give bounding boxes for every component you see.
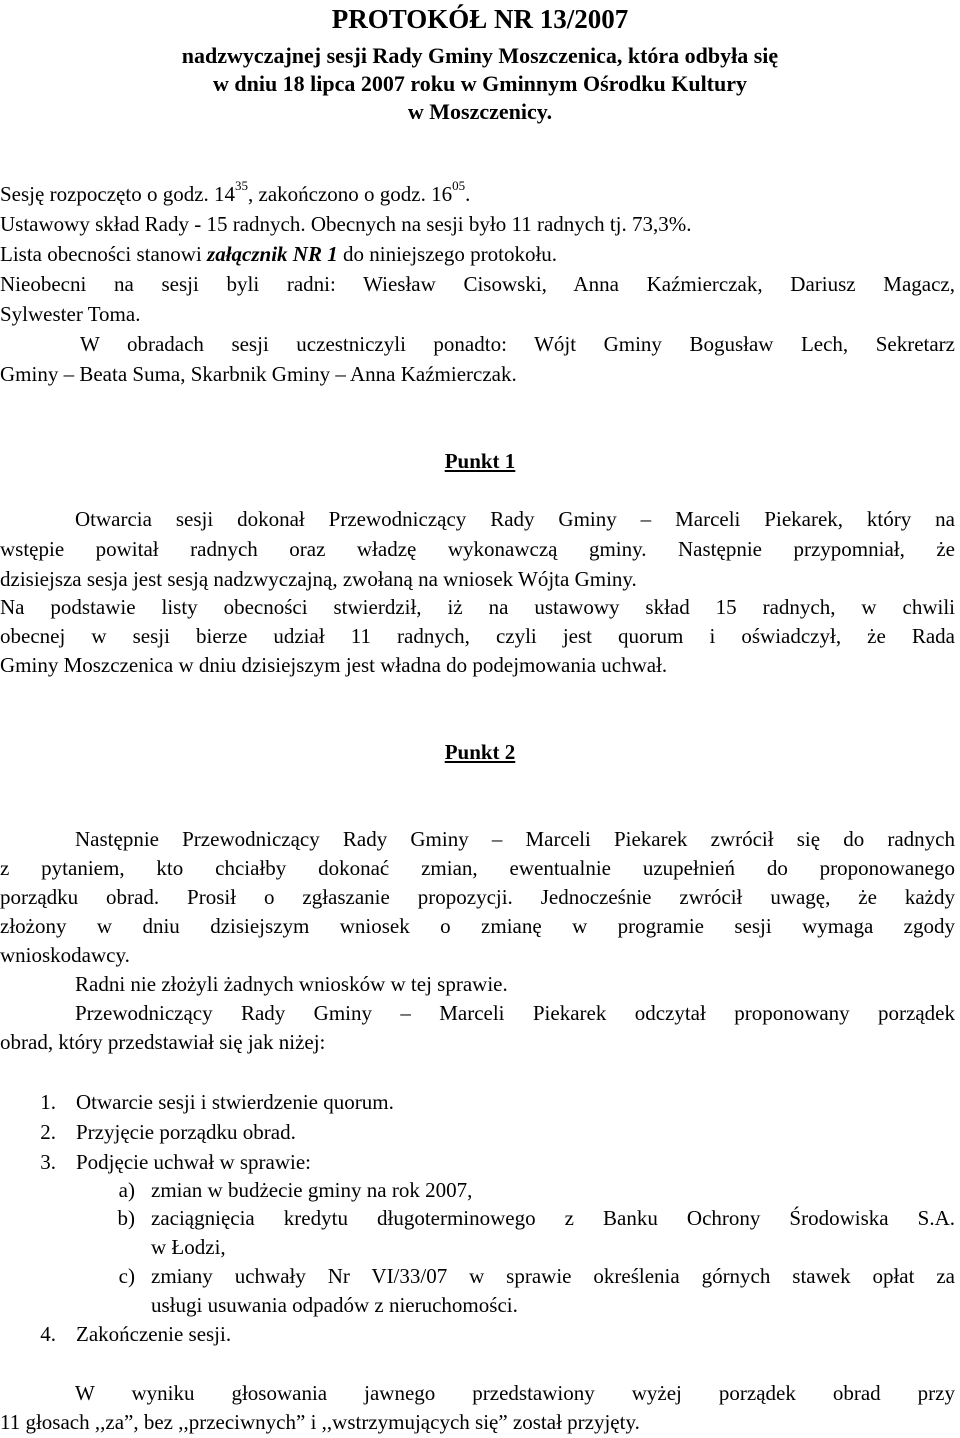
subtitle-line-3: w Moszczenicy. (407, 99, 553, 124)
absent-line-1: Nieobecni na sesji byli radni: Wiesław Cisowski, Anna Kaźmierczak, Dariusz Magacz, (0, 272, 955, 296)
punkt-1-line: wstępie powitał radnych oraz władzę wykonawczą gminy. Następnie przypomniał, że (0, 537, 955, 561)
attendance-list: Lista obecności stanowi załącznik NR 1 do niniejszego protokołu. (0, 242, 558, 266)
punkt-2-line: złożony w dniu dzisiejszym wniosek o zmianę w programie sesji wymaga zgody (0, 914, 955, 938)
punkt-2-line: porządku obrad. Prosił o zgłaszanie propozycji. Jednocześnie zwrócił uwagę, że każdy (0, 885, 955, 909)
vote-line-2: 11 głosach ,,za”, bez ,,przeciwnych” i ,,wstrzymujących się” został przyjęty. (0, 1410, 640, 1434)
council-composition: Ustawowy skład Rady - 15 radnych. Obecnych na sesji było 11 radnych tj. 73,3%. (0, 212, 692, 236)
document-title: PROTOKÓŁ NR 13/2007 (331, 4, 629, 34)
participants-line-1: W obradach sesji uczestniczyli ponadto: Wójt Gminy Bogusław Lech, Sekretarz (80, 332, 955, 356)
subtitle-line-1: nadzwyczajnej sesji Rady Gminy Moszczenica, która odbyła się (181, 43, 779, 68)
attachment-ref: załącznik NR 1 (207, 242, 338, 266)
vote-line-1: W wyniku głosowania jawnego przedstawiony wyżej porządek obrad przy (75, 1381, 955, 1405)
punkt-2-line: z pytaniem, kto chciałby dokonać zmian, ewentualnie uzupełnień do proponowanego (0, 856, 955, 880)
punkt-2-line: Przewodniczący Rady Gminy – Marceli Piekarek odczytał proponowany porządek (75, 1001, 955, 1025)
punkt-1-heading: Punkt 1 (444, 449, 516, 473)
punkt-1-line: Otwarcia sesji dokonał Przewodniczący Rady Gminy – Marceli Piekarek, który na (75, 507, 955, 531)
punkt-1-line: Gminy Moszczenica w dniu dzisiejszym jest władna do podejmowania uchwał. (0, 653, 668, 677)
agenda-subitem-continuation: usługi usuwania odpadów z nieruchomości. (151, 1293, 518, 1317)
punkt-1-line: Na podstawie listy obecności stwierdził, iż na ustawowy skład 15 radnych, w chwili (0, 595, 955, 619)
punkt-2-line: obrad, który przedstawiał się jak niżej: (0, 1030, 326, 1054)
session-times: Sesję rozpoczęto o godz. $14^{35}$, zakończono o godz. $16^{05}$. (0, 178, 471, 206)
punkt-1-line: obecnej w sesji bierze udział 11 radnych, czyli jest quorum i oświadczył, że Rada (0, 624, 955, 648)
participants-line-2: Gminy – Beata Suma, Skarbnik Gminy – Anna Kaźmierczak. (0, 362, 517, 386)
subtitle-line-2: w dniu 18 lipca 2007 roku w Gminnym Ośrodku Kultury (212, 71, 748, 96)
punkt-2-line: wnioskodawcy. (0, 943, 130, 967)
punkt-1-line: dzisiejsza sesja jest sesją nadzwyczajną, zwołaną na wniosek Wójta Gminy. (0, 567, 637, 591)
punkt-2-line: Radni nie złożyli żadnych wniosków w tej sprawie. (75, 972, 508, 996)
absent-line-2: Sylwester Toma. (0, 302, 141, 326)
punkt-2-line: Następnie Przewodniczący Rady Gminy – Marceli Piekarek zwrócił się do radnych (75, 827, 955, 851)
agenda-subitem-continuation: w Łodzi, (151, 1235, 226, 1259)
punkt-2-heading: Punkt 2 (444, 740, 516, 764)
